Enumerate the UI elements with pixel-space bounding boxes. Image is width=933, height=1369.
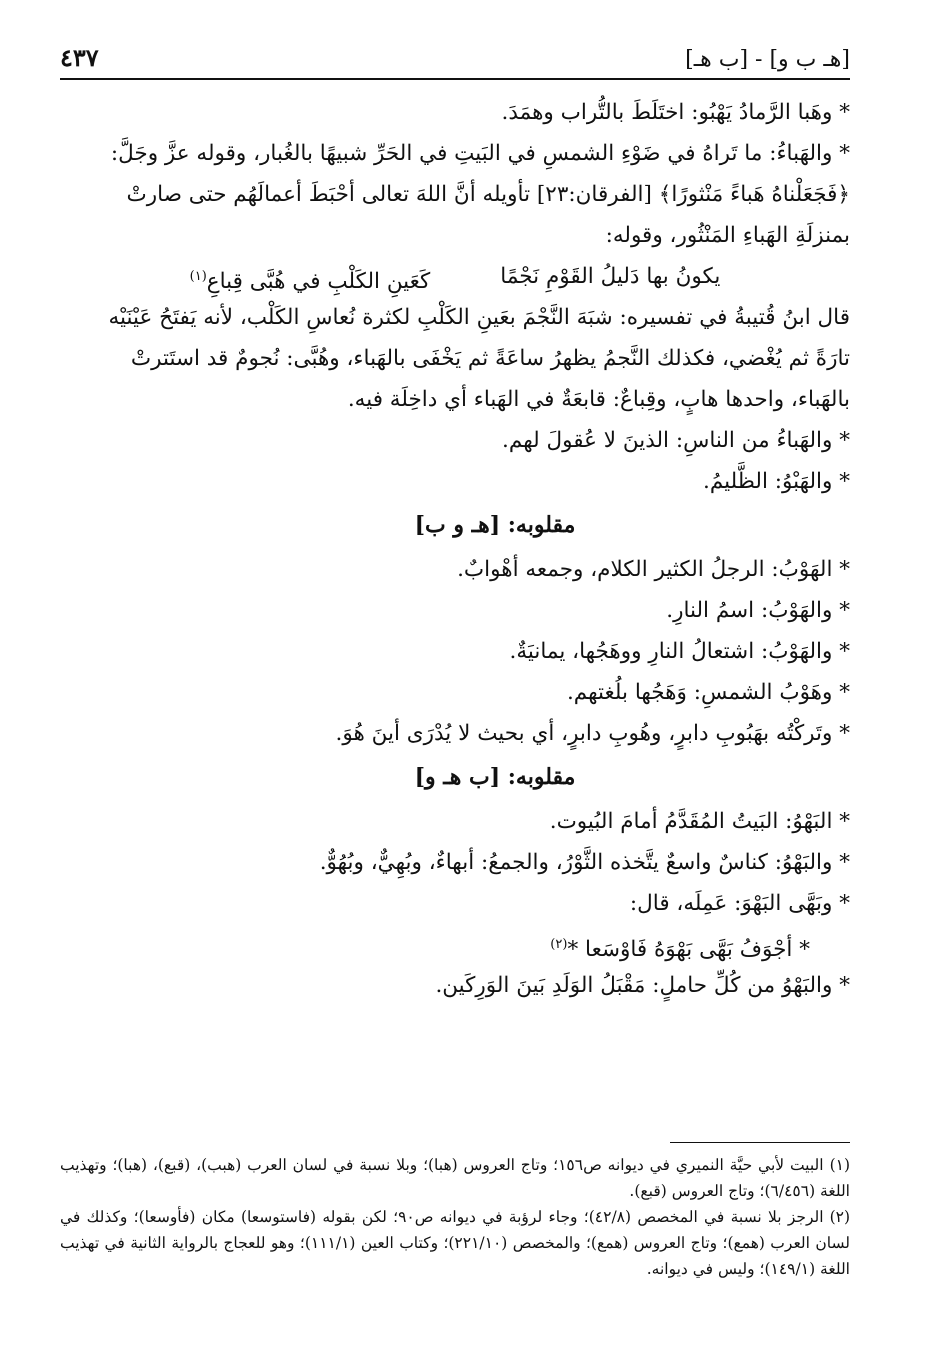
- entry-line: * والهَوْبُ: اسمُ النارِ.: [666, 598, 850, 623]
- verse-second-hemistich: [190, 256, 431, 297]
- footnote-marker: (٢): [550, 937, 568, 952]
- entry-line: * والهَباءُ: ما تَراهُ في ضَوْءِ الشمسِ في البَيتِ في الحَرِّ شبيهًا بالغُبار، وقوله عزَّ وجَلَّ:: [110, 141, 850, 166]
- page-number: ٤٣٧: [60, 43, 99, 72]
- footnote-number: (٢): [829, 1208, 851, 1226]
- entry-line: * وتَركْتُه بهَبُوبِ دابرٍ، وهُوبِ دابرٍ، أي بحيث لا يُدْرَى أينَ هُوَ.: [335, 721, 850, 746]
- footnote-text: البيت لأبي حيَّة النميري في ديوانه ص١٥٦؛ وتاج العروس (هبا)؛ وبلا نسبة في لسان العرب (هبب)، (قبع)، (هبا)؛ وتهذيب اللغة (٦/٤٥٦)؛ وتاج العروس (قبع).: [60, 1156, 850, 1200]
- entry-body: [60, 92, 850, 1006]
- footnote: [60, 1152, 850, 1204]
- footnotes: [60, 1152, 850, 1282]
- entry-line: ﴿فَجَعَلْناهُ هَباءً مَنْثورًا﴾ [الفرقان:٢٣] تأويله أنَّ اللهَ تعالى أحْبَطَ أعمالَهُم حتى صارتْ: [126, 182, 850, 207]
- entry-line: * الهَوْبُ: الرجلُ الكثير الكلام، وجمعه أهْوابٌ.: [457, 557, 850, 582]
- rajaz-line: [60, 924, 850, 965]
- page: [60, 40, 850, 1340]
- entry-line: * وهَبا الرَّمادُ يَهْبُو: اختَلَطَ بالتُّراب وهمَدَ.: [501, 100, 850, 125]
- entry-line: * والهَوْبُ: اشتعالُ النارِ ووهَجُها، يمانيَةٌ.: [509, 639, 850, 664]
- footnote-text: الرجز بلا نسبة في المخصص (٤٢/٨)؛ وجاء لرؤبة في ديوانه ص٩٠؛ لكن بقوله (فاستوسعا) مكان (فأوسعا)؛ وكذلك في لسان العرب (همع)؛ وتاج العروس (همع)؛ والمخصص (٢٢١/١٠)؛ وكتاب العين (١١١/١)؛ وهو للعجاج بالرواية الثانية في تهذيب اللغة (١٤٩/١)؛ وليس في ديوانه.: [60, 1208, 850, 1278]
- footnote-marker: (١): [189, 269, 207, 284]
- entry-line: بمنزلَةِ الهَباءِ المَنْثُور، وقوله:: [605, 223, 850, 248]
- entry-line: * والهَبْوُ: الظَّليمُ.: [703, 469, 850, 494]
- entry-line: تارَةً ثم يُغْضي، فكذلك النَّجمُ يظهرُ ساعَةً ثم يَخْفَى بالهَباء، وهُبَّى: نُجومٌ قد استَترتْ: [130, 346, 850, 371]
- entry-line: * والبَهْوُ: كناسٌ واسعٌ يتَّخذه الثَّوْرُ، والجمعُ: أبهاءٌ، وبُهِيٌّ، وبُهُوٌّ.: [319, 850, 850, 875]
- footnote: [60, 1204, 850, 1282]
- page-header: [60, 40, 850, 80]
- running-title: [هـ ب و] - [ب هـ]: [685, 47, 850, 72]
- entry-line: قال ابنُ قُتيبةُ في تفسيره: شبَهَ النَّجْمَ بعَينِ الكَلْبِ لكثرة نُعاسِ الكَلْب، لأنه يَفتَحُ عَيْنَيْه: [108, 305, 850, 330]
- verse-first-hemistich: يكونُ بها دَليلُ القَوْمِ نَجْمًا: [500, 264, 721, 289]
- rajaz-text: * أجْوَفُ بَهَّى بَهْوَهُ فَاوْسَعا *: [567, 937, 810, 963]
- entry-line: * البَهْوُ: البَيتُ المُقَدَّمُ أمامَ البُيوت.: [549, 809, 850, 834]
- verse-line: [60, 256, 850, 297]
- entry-line: * وهَوْبُ الشمسِ: وَهَجُها بلُغتهم.: [566, 680, 850, 705]
- footnote-number: (١): [829, 1156, 851, 1174]
- entry-line: * وبَهَّى البَهْوَ: عَمِلَه، قال:: [629, 891, 850, 916]
- footnote-divider: [670, 1142, 850, 1143]
- entry-line: بالهَباء، واحدها هابٍ، وقِباعٌ: قابعَةٌ في الهَباء أي داخِلَة فيه.: [347, 387, 850, 412]
- section-heading: مقلوبه: [ب هـ و]: [414, 764, 576, 790]
- entry-line: * والبَهْوُ من كُلِّ حاملٍ: مَقْبَلُ الوَلَدِ بَينَ الوَرِكَين.: [435, 973, 850, 998]
- entry-line: * والهَباءُ من الناسِ: الذينَ لا عُقولَ لهم.: [502, 428, 850, 453]
- verse-second-text: كَعَينِ الكَلْبِ في هُبَّى قِباعِ: [206, 269, 431, 295]
- section-heading: مقلوبه: [هـ و ب]: [414, 512, 576, 538]
